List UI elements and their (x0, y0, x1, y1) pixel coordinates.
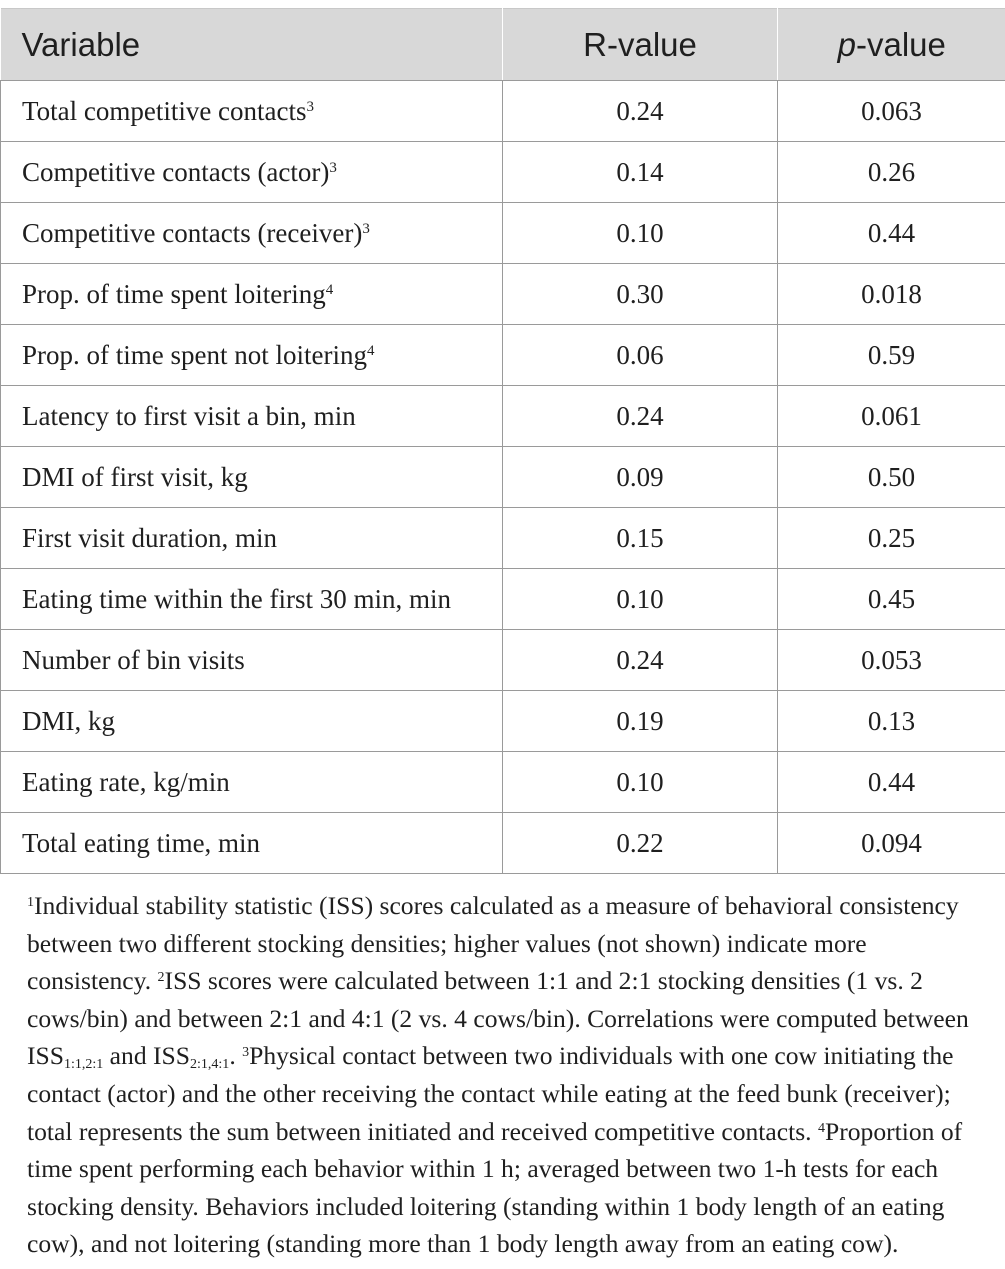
row-label: Prop. of time spent loitering$^4$ (1, 264, 503, 325)
r-value-cell: 0.10 (503, 203, 778, 264)
header-p-value (778, 9, 1005, 81)
p-value-cell: 0.26 (778, 142, 1005, 203)
r-value-cell: 0.10 (503, 752, 778, 813)
footnote-text-2c: . (229, 1041, 243, 1071)
table-row (1, 813, 1005, 874)
table-row (1, 142, 1005, 203)
p-value-cell: 0.44 (778, 203, 1005, 264)
r-value-cell: 0.14 (503, 142, 778, 203)
r-value-cell: 0.09 (503, 447, 778, 508)
footnote-marker-2: 2 (157, 970, 165, 986)
p-value-cell: 0.44 (778, 752, 1005, 813)
footnote-text-2a: ISS scores were calculated between 1:1 and 2:1 stocking densities (1 vs. 2 cows/bin) and between 2:1 and 4:1 (2 vs. 4 cows/bin). Correlations were computed between ISS (27, 966, 969, 1071)
row-label: DMI, kg (1, 691, 503, 752)
footnote-marker-3: 3 (242, 1045, 250, 1061)
footnote-subscript-1: 1:1,2:1 (64, 1057, 104, 1073)
row-label: Eating rate, kg/min (1, 752, 503, 813)
table-row (1, 264, 1005, 325)
table-row (1, 325, 1005, 386)
footnote-text-1: Individual stability statistic (ISS) scores calculated as a measure of behavioral consistency between two different stocking densities; higher values (not shown) indicate more consistency. (27, 891, 959, 996)
header-variable: Variable (1, 9, 503, 81)
table-body (1, 81, 1005, 874)
p-value-cell: 0.45 (778, 569, 1005, 630)
r-value-cell: 0.19 (503, 691, 778, 752)
header-row (1, 9, 1005, 81)
footnote-text-2b: and ISS (103, 1041, 191, 1071)
table-row (1, 569, 1005, 630)
p-value-cell: 0.094 (778, 813, 1005, 874)
row-label: Latency to first visit a bin, min (1, 386, 503, 447)
footnote-ref: 3 (306, 98, 315, 115)
footnote-ref: 3 (329, 159, 337, 176)
p-value-cell: 0.063 (778, 81, 1005, 142)
table-row (1, 203, 1005, 264)
p-value-cell: 0.018 (778, 264, 1005, 325)
table-row (1, 691, 1005, 752)
r-value-cell: 0.24 (503, 630, 778, 691)
p-value-cell: 0.25 (778, 508, 1005, 569)
row-label: Total competitive contacts$^3$ (1, 81, 503, 142)
footnote-ref: 4 (366, 342, 375, 359)
row-label: Prop. of time spent not loitering$^4$ (1, 325, 503, 386)
table-row (1, 752, 1005, 813)
r-value-cell: 0.24 (503, 386, 778, 447)
row-label: DMI of first visit, kg (1, 447, 503, 508)
p-value-cell: 0.061 (778, 386, 1005, 447)
table-row (1, 447, 1005, 508)
row-label: Competitive contacts (receiver)$^3$ (1, 203, 503, 264)
p-value-cell: 0.50 (778, 447, 1005, 508)
row-label: Number of bin visits (1, 630, 503, 691)
header-p-rest: -value (855, 25, 946, 63)
footnote-text-4: Proportion of time spent performing each behavior within 1 h; averaged between two 1-h tests for each stocking density. Behaviors included loitering (standing within 1 body length of an eating cow), and not loitering (standing more than 1 body length away from an eating cow). (27, 1116, 963, 1259)
table-row (1, 386, 1005, 447)
p-value-cell: 0.59 (778, 325, 1005, 386)
header-p-italic: p (837, 25, 856, 63)
row-label: Competitive contacts (actor)$^3$ (1, 142, 503, 203)
footnote-marker-1: 1 (27, 895, 34, 910)
r-value-cell: 0.06 (503, 325, 778, 386)
table-row (1, 630, 1005, 691)
footnote-text-3: Physical contact between two individuals with one cow initiating the contact (actor) and the other receiving the contact while eating at the feed bunk (receiver); total represents the sum between initiated and received competitive contacts. (27, 1041, 954, 1146)
footnote-subscript-2: 2:1,4:1 (190, 1057, 230, 1073)
r-value-cell: 0.24 (503, 81, 778, 142)
row-label: Eating time within the first 30 min, min (1, 569, 503, 630)
footnote-marker-4: 4 (817, 1120, 825, 1136)
data-table-container (0, 8, 1005, 874)
header-r-value: R-value (503, 9, 778, 81)
r-value-cell: 0.30 (503, 264, 778, 325)
table-row (1, 508, 1005, 569)
p-value-cell: 0.053 (778, 630, 1005, 691)
table-header (1, 9, 1005, 81)
r-value-cell: 0.15 (503, 508, 778, 569)
correlation-table (0, 8, 1005, 874)
table-row (1, 81, 1005, 142)
row-label: Total eating time, min (1, 813, 503, 874)
r-value-cell: 0.22 (503, 813, 778, 874)
table-footnote (27, 887, 987, 1263)
p-value-cell: 0.13 (778, 691, 1005, 752)
row-label: First visit duration, min (1, 508, 503, 569)
footnote-ref: 3 (362, 220, 370, 237)
footnote-ref: 4 (325, 281, 334, 298)
r-value-cell: 0.10 (503, 569, 778, 630)
